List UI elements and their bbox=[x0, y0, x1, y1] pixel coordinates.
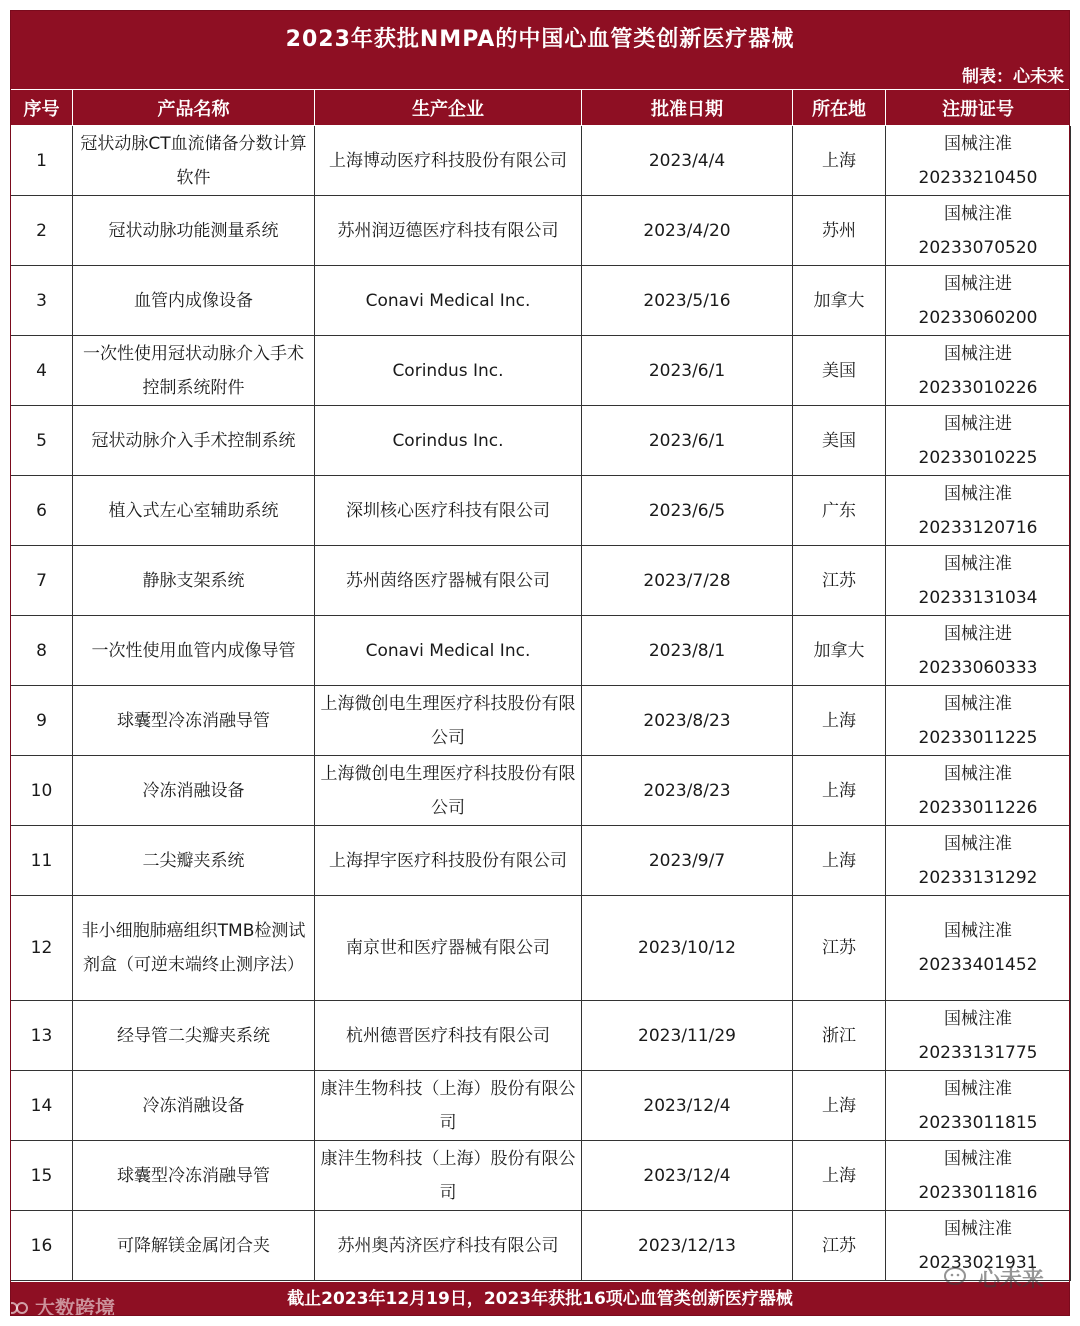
reg-type: 国械注准 bbox=[944, 921, 1012, 941]
column-header-location: 所在地 bbox=[793, 90, 886, 126]
reg-number: 20233060200 bbox=[918, 307, 1038, 328]
cell-date: 2023/8/23 bbox=[582, 756, 793, 826]
cell-date: 2023/12/4 bbox=[582, 1071, 793, 1141]
cell-no: 6 bbox=[11, 476, 73, 546]
cell-company: Corindus Inc. bbox=[315, 406, 582, 476]
cell-company: Conavi Medical Inc. bbox=[315, 616, 582, 686]
cell-company: 上海捍宇医疗科技股份有限公司 bbox=[315, 826, 582, 896]
cell-date: 2023/11/29 bbox=[582, 1001, 793, 1071]
maker-credit: 制表：心未来 bbox=[962, 67, 1064, 87]
reg-type: 国械注准 bbox=[944, 1218, 1012, 1239]
cell-no: 7 bbox=[11, 546, 73, 616]
reg-type: 国械注准 bbox=[944, 1148, 1012, 1169]
cell-no: 13 bbox=[11, 1001, 73, 1071]
cell-product: 一次性使用血管内成像导管 bbox=[73, 616, 315, 686]
reg-type: 国械注进 bbox=[944, 413, 1012, 434]
watermark-right-text: 心未来 bbox=[977, 1267, 1044, 1292]
reg-type: 国械注准 bbox=[944, 1008, 1012, 1029]
cell-company: Conavi Medical Inc. bbox=[315, 266, 582, 336]
cell-no: 8 bbox=[11, 616, 73, 686]
cell-location: 上海 bbox=[793, 686, 886, 756]
cell-location: 上海 bbox=[793, 1141, 886, 1211]
reg-type: 国械注准 bbox=[944, 833, 1012, 854]
reg-number: 20233060333 bbox=[918, 657, 1038, 678]
cell-no: 1 bbox=[11, 126, 73, 196]
cell-company: 上海微创电生理医疗科技股份有限公司 bbox=[315, 756, 582, 826]
cell-product: 非小细胞肺癌组织TMB检测试剂盒（可逆末端终止测序法） bbox=[73, 896, 315, 1001]
cell-location: 美国 bbox=[793, 336, 886, 406]
cell-location: 浙江 bbox=[793, 1001, 886, 1071]
reg-type: 国械注准 bbox=[944, 203, 1012, 224]
cell-company: 南京世和医疗器械有限公司 bbox=[315, 896, 582, 1001]
cell-location: 江苏 bbox=[793, 896, 886, 1001]
reg-type: 国械注准 bbox=[944, 1078, 1012, 1099]
cell-no: 16 bbox=[11, 1211, 73, 1281]
cell-location: 上海 bbox=[793, 1071, 886, 1141]
cell-location: 美国 bbox=[793, 406, 886, 476]
reg-type: 国械注进 bbox=[944, 623, 1012, 644]
cell-company: Corindus Inc. bbox=[315, 336, 582, 406]
cell-company: 苏州茵络医疗器械有限公司 bbox=[315, 546, 582, 616]
cell-date: 2023/9/7 bbox=[582, 826, 793, 896]
cell-date: 2023/7/28 bbox=[582, 546, 793, 616]
cell-product: 可降解镁金属闭合夹 bbox=[73, 1211, 315, 1281]
reg-number: 20233011226 bbox=[918, 797, 1038, 818]
cell-date: 2023/10/12 bbox=[582, 896, 793, 1001]
cell-date: 2023/12/13 bbox=[582, 1211, 793, 1281]
reg-type: 国械注准 bbox=[944, 693, 1012, 714]
cell-company: 康沣生物科技（上海）股份有限公司 bbox=[315, 1071, 582, 1141]
cell-no: 14 bbox=[11, 1071, 73, 1141]
cell-location: 广东 bbox=[793, 476, 886, 546]
column-header-no: 序号 bbox=[11, 90, 73, 126]
cell-product: 血管内成像设备 bbox=[73, 266, 315, 336]
reg-number: 20233131034 bbox=[918, 587, 1038, 608]
cell-location: 加拿大 bbox=[793, 266, 886, 336]
cell-product: 冷冻消融设备 bbox=[73, 756, 315, 826]
cell-product: 冠状动脉介入手术控制系统 bbox=[73, 406, 315, 476]
cell-no: 10 bbox=[11, 756, 73, 826]
cell-product: 冠状动脉功能测量系统 bbox=[73, 196, 315, 266]
cell-product: 静脉支架系统 bbox=[73, 546, 315, 616]
cell-date: 2023/12/4 bbox=[582, 1141, 793, 1211]
cell-company: 康沣生物科技（上海）股份有限公司 bbox=[315, 1141, 582, 1211]
cell-no: 9 bbox=[11, 686, 73, 756]
reg-type: 国械注进 bbox=[944, 273, 1012, 294]
cell-product: 一次性使用冠状动脉介入手术控制系统附件 bbox=[73, 336, 315, 406]
cell-product: 植入式左心室辅助系统 bbox=[73, 476, 315, 546]
cell-product: 经导管二尖瓣夹系统 bbox=[73, 1001, 315, 1071]
cell-product: 球囊型冷冻消融导管 bbox=[73, 686, 315, 756]
footer-note: 截止2023年12月19日，2023年获批16项心血管类创新医疗器械 bbox=[10, 1282, 1070, 1316]
reg-type: 国械注准 bbox=[944, 133, 1012, 154]
cell-location: 加拿大 bbox=[793, 616, 886, 686]
cell-location: 苏州 bbox=[793, 196, 886, 266]
cell-date: 2023/6/5 bbox=[582, 476, 793, 546]
cell-date: 2023/8/1 bbox=[582, 616, 793, 686]
cell-date: 2023/6/1 bbox=[582, 406, 793, 476]
cell-location: 江苏 bbox=[793, 546, 886, 616]
cell-location: 江苏 bbox=[793, 1211, 886, 1281]
reg-number: 20233070520 bbox=[918, 237, 1038, 258]
cell-no: 11 bbox=[11, 826, 73, 896]
cell-company: 上海微创电生理医疗科技股份有限公司 bbox=[315, 686, 582, 756]
reg-number: 20233011816 bbox=[918, 1182, 1038, 1203]
cell-no: 3 bbox=[11, 266, 73, 336]
reg-number: 20233401452 bbox=[918, 955, 1038, 975]
reg-type: 国械注准 bbox=[944, 553, 1012, 574]
reg-number: 20233131292 bbox=[918, 867, 1038, 888]
cell-product: 二尖瓣夹系统 bbox=[73, 826, 315, 896]
cell-date: 2023/8/23 bbox=[582, 686, 793, 756]
reg-number: 20233010226 bbox=[918, 377, 1038, 398]
table-frame bbox=[10, 10, 1070, 1316]
cell-date: 2023/5/16 bbox=[582, 266, 793, 336]
cell-company: 苏州润迈德医疗科技有限公司 bbox=[315, 196, 582, 266]
cell-date: 2023/4/20 bbox=[582, 196, 793, 266]
reg-number: 20233131775 bbox=[918, 1042, 1038, 1063]
cell-product: 冷冻消融设备 bbox=[73, 1071, 315, 1141]
cell-company: 杭州德晋医疗科技有限公司 bbox=[315, 1001, 582, 1071]
reg-number: 20233120716 bbox=[918, 517, 1038, 538]
reg-number: 20233021931 bbox=[918, 1252, 1038, 1273]
cell-company: 苏州奥芮济医疗科技有限公司 bbox=[315, 1211, 582, 1281]
reg-type: 国械注准 bbox=[944, 763, 1012, 784]
cell-no: 2 bbox=[11, 196, 73, 266]
cell-location: 上海 bbox=[793, 126, 886, 196]
reg-number: 20233011815 bbox=[918, 1112, 1038, 1133]
reg-number: 20233010225 bbox=[918, 447, 1038, 468]
cell-company: 深圳核心医疗科技有限公司 bbox=[315, 476, 582, 546]
cell-location: 上海 bbox=[793, 826, 886, 896]
cell-company: 上海博动医疗科技股份有限公司 bbox=[315, 126, 582, 196]
cell-no: 4 bbox=[11, 336, 73, 406]
cell-no: 15 bbox=[11, 1141, 73, 1211]
reg-type: 国械注进 bbox=[944, 343, 1012, 364]
cell-date: 2023/4/4 bbox=[582, 126, 793, 196]
cell-location: 上海 bbox=[793, 756, 886, 826]
cell-no: 5 bbox=[11, 406, 73, 476]
watermark-left-text: 大数跨境 bbox=[34, 1296, 115, 1320]
cell-date: 2023/6/1 bbox=[582, 336, 793, 406]
reg-type: 国械注准 bbox=[944, 483, 1012, 504]
page-title: 2023年获批NMPA的中国心血管类创新医疗器械 bbox=[285, 27, 795, 52]
reg-number: 20233011225 bbox=[918, 727, 1038, 748]
cell-product: 球囊型冷冻消融导管 bbox=[73, 1141, 315, 1211]
cell-product: 冠状动脉CT血流储备分数计算软件 bbox=[73, 126, 315, 196]
column-header-date: 批准日期 bbox=[582, 90, 793, 126]
column-header-company: 生产企业 bbox=[315, 90, 582, 126]
reg-number: 20233210450 bbox=[918, 167, 1038, 188]
cell-no: 12 bbox=[11, 896, 73, 1001]
column-header-reg-no: 注册证号 bbox=[886, 90, 1071, 126]
column-header-product: 产品名称 bbox=[73, 90, 315, 126]
